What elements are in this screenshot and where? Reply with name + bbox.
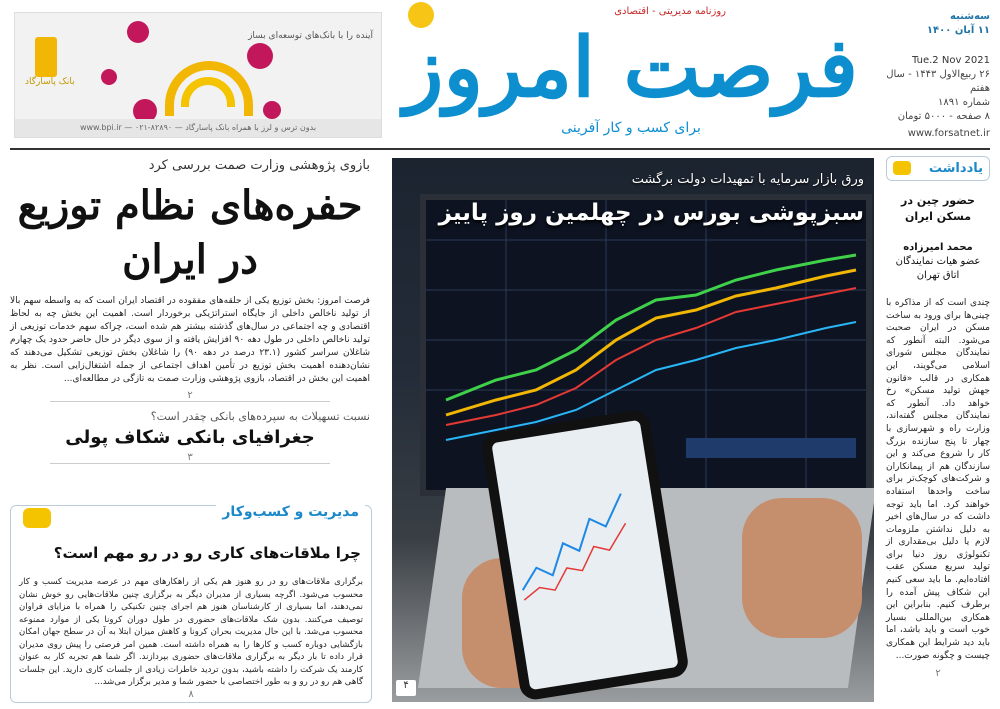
phone-chart-graphic	[491, 423, 655, 671]
management-box	[10, 505, 372, 703]
second-kicker: نسبت تسهیلات به سپرده‌های بانکی چقدر است؟	[150, 410, 370, 423]
lead-headline[interactable]: حفره‌های نظام توزیع در ایران	[17, 182, 363, 283]
column-section-label: یادداشت	[928, 161, 983, 176]
website-link[interactable]: www.forsatnet.ir	[907, 128, 990, 139]
virus-icon	[101, 69, 117, 85]
ad-brand: بانک پاسارگاد	[25, 77, 75, 87]
page-ref[interactable]: ۸	[188, 689, 194, 700]
bank-advertisement[interactable]	[14, 12, 382, 138]
date-weekday: سه‌شنبه	[950, 11, 990, 22]
virus-icon	[247, 43, 273, 69]
issue-number: شماره ۱۸۹۱	[938, 97, 990, 108]
masthead	[386, 0, 876, 150]
issue-info	[880, 10, 990, 124]
page-ref[interactable]: ۳	[50, 452, 330, 464]
author-name: محمد امیرزاده	[903, 242, 973, 253]
virus-icon	[263, 101, 281, 119]
author-role: عضو هیات نمایندگان اتاق تهران	[895, 256, 981, 281]
pages-price: ۸ صفحه - ۵۰۰۰ تومان	[897, 111, 990, 122]
page-ref[interactable]: ۲	[935, 668, 941, 680]
lead-kicker: بازوی پژوهشی وزارت صمت بررسی کرد	[148, 158, 370, 173]
left-column	[10, 152, 370, 464]
column-author	[886, 241, 990, 283]
ad-footer: بدون ترس و لرز با همراه بانک پاسارگاد — www.bpi.ir — ۰۲۱-۸۲۸۹۰	[15, 119, 381, 137]
page-ref[interactable]: ۲	[50, 390, 330, 402]
page-ref[interactable]: ۴	[396, 680, 416, 696]
section-label: مدیریت و کسب‌وکار	[216, 504, 365, 520]
virus-icon	[127, 21, 149, 43]
lead-photo[interactable]	[392, 158, 874, 702]
masthead-kicker: روزنامه مدیریتی - اقتصادی	[614, 6, 726, 17]
hand	[742, 498, 862, 638]
masthead-slogan: برای کسب و کار آفرینی	[561, 120, 701, 136]
box-body: برگزاری ملاقات‌های رو در رو هنوز هم یکی از راهکارهای مهم در عرصه مدیریت کسب و کار محسوب می‌شود. اگرچه بسیاری از مدیران دیگر به برگزاری چنین ملاقات‌هایی رو خوش نشان نمی‌دهند، اما بسیاری از کارشناسان هنوز هم اجرای چنین تکنیکی را همراه با مزایای فراوان توصیف می‌کنند. بدون شک ملاقات‌های حضوری در طول دوران کرونا یکی از موارد ممنوعه محسوب می‌شد. با این حال مدیریت بحران کرونا و کاهش میزان ابتلا به آن در سطح جهان امکان بازگشایی دوباره کسب و کارها را به همراه داشته است. همین امر فرصتی را پیش روی مدیران قرار داده تا بار دیگر به برگزاری ملاقات‌های حضوری بپردازند. اگر شما هم تجربه کار به عنوان کارمند یک شرکت را داشته باشید، بدون تردید خاطرات زیادی از جلسات کاری دارید. این جلسات گاهی هم رو در رو و به طور اختصاصی با حضور شما و مدیر برگزار می‌شد...	[19, 577, 363, 687]
briefcase-icon	[23, 508, 51, 528]
column-title[interactable]: حضور چین در مسکن ایران	[901, 194, 975, 223]
column-body: چندی است که از مذاکره با چینی‌ها برای ورود به ساخت مسکن در ایران صحبت می‌شود. البته آنطور که نمایندگان مجلس شورای اسلامی می‌گویند، این همکاری در قالب «قانون جهش تولید مسکن» رخ خواهد داد. آنطور که نمایندگان مجلس گفته‌اند، وزارت راه و شهرسازی با چهار تا پنج سازنده بزرگ کار را شروع می‌کند و این سازندگان هم از پیمانکاران و شرکت‌های کوچک‌تر برای ساخت واحدها استفاده خواهند کرد. اما باید توجه داشت که در سال‌های اخیر به دلیل نداشتن ملزومات لازم یا دلیل بی‌مقداری از تکنولوژی روز دنیا برای تولید سریع مسکن عقب افتاده‌ایم. ما باید سعی کنیم این شکاف پیش آمده را برطرف کنیم. بنابراین این همکاری بین‌المللی بسیار خوب است و باید باشد، اما باید دید شرایط این همکاری چیست و چگونه صورت...	[886, 298, 990, 661]
date-english: Tue.2 Nov 2021	[912, 55, 990, 66]
photo-kicker: ورق بازار سرمایه با تمهیدات دولت برگشت	[631, 172, 864, 187]
column-section	[886, 156, 990, 181]
lead-body: فرصت امروز: بخش توزیع یکی از حلقه‌های مفقوده در اقتصاد ایران است که به واسطه سهم بالا از تولید ناخالص داخلی از جایگاه استراتژیکی برخوردار است. اهمیت این بخش چه به لحاظ اقتصادی و چه اجتماعی در سال‌های گذشته بیشتر هم شده است، چراکه سهم خدمات توزیعی از تولید ناخالص داخلی در طول دهه ۹۰ افزایش یافته و از سوی دیگر در حال حاضر حدود یک چهارم شاغلان سراسر کشور (۲۳.۱ درصد در دهه ۹۰) را شاغلان بخش توزیعی تشکیل می‌دهند که نشان‌دهنده اهمیت بخش توزیع در تأمین اهداف اجتماعی از جمله اشتغال‌زایی است. نظر به اهمیت این بخش در اقتصاد، بازوی پژوهشی وزارت صمت به تازگی در مطالعه‌ای...	[10, 296, 370, 384]
right-column	[886, 156, 990, 679]
pen-icon	[893, 161, 911, 175]
photo-headline[interactable]: سبزپوشی بورس در چهلمین روز پاییز	[438, 200, 864, 226]
bank-logo	[35, 37, 57, 77]
ad-tagline: آینده را با بانک‌های توسعه‌ای بساز	[248, 31, 373, 41]
date-persian: ۱۱ آبان ۱۴۰۰	[926, 25, 990, 36]
newspaper-logo: فرصت امروز	[403, 20, 859, 116]
box-headline[interactable]: چرا ملاقات‌های کاری رو در رو مهم است؟	[53, 544, 361, 562]
date-hijri: ۲۶ ربیع‌الاول ۱۴۴۳ - سال هفتم	[886, 69, 990, 94]
second-headline[interactable]: جغرافیای بانکی شکاف پولی	[65, 427, 315, 448]
masthead-divider	[10, 148, 990, 150]
